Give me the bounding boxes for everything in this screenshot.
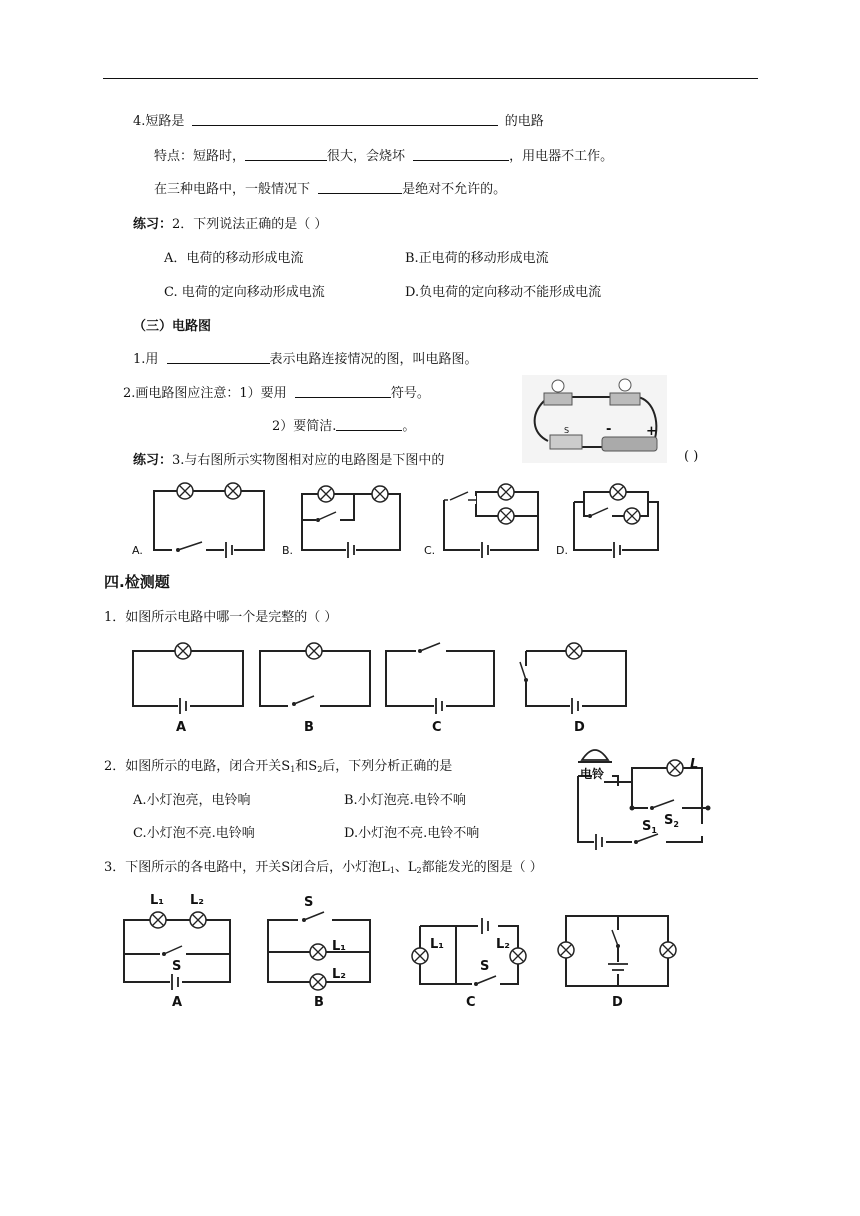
q3-c-label: C <box>466 995 476 1010</box>
text: 2.画电路图应注意：1）要用 <box>123 386 287 401</box>
answer-blank[interactable] <box>192 113 498 126</box>
section-title-circuit-diagram: （三）电路图 <box>133 319 212 334</box>
exercise-2-question <box>133 213 327 232</box>
q1-option-d-label: D <box>574 720 585 735</box>
q3-b-l1: L₁ <box>332 939 346 954</box>
exercise-label: 练习： <box>133 217 173 232</box>
option-d[interactable]: D.负电荷的定向移动不能形成电流 <box>405 285 602 300</box>
text: 4.短路是 <box>133 114 185 129</box>
q3-circuits <box>118 890 688 1015</box>
q1-circuits <box>128 638 628 734</box>
exercise-label: 练习： <box>133 453 173 468</box>
subscript: 2 <box>317 765 323 774</box>
text: 很大，会烧坏 <box>327 149 406 164</box>
text: 都能发光的图是（ ） <box>421 860 543 875</box>
option-b[interactable]: B.正电荷的移动形成电流 <box>405 251 549 266</box>
q2-text <box>104 755 452 774</box>
option-a-label: A. <box>132 544 143 557</box>
text: 表示电路连接情况的图，叫电路图。 <box>269 352 478 367</box>
q2-bell-label: 电铃 <box>580 767 605 781</box>
q3-b-label: B <box>314 995 324 1010</box>
text: 是绝对不允许的。 <box>402 182 507 197</box>
q2-option-d[interactable]: D.小灯泡不亮.电铃不响 <box>344 826 480 841</box>
text: 后，下列分析正确的是 <box>322 759 453 774</box>
answer-parentheses[interactable]: ( ) <box>684 449 699 464</box>
text: 3．下图所示的各电路中，开关S闭合后，小灯泡L <box>104 860 390 875</box>
question-text: 2．下列说法正确的是（ ） <box>172 217 328 232</box>
q3-a-s: S <box>172 959 182 974</box>
q2-lamp-label: L <box>690 757 699 772</box>
q1-option-b-label: B <box>304 720 314 735</box>
q1-option-c-label: C <box>432 720 442 735</box>
question-text: 3.与右图所示实物图相对应的电路图是下图中的 <box>172 453 445 468</box>
q2-s1-label: $S_1$ <box>642 819 657 835</box>
text: 1.用 <box>133 352 159 367</box>
option-b-label: B. <box>282 544 294 557</box>
q3-c-l1: L₁ <box>430 937 444 952</box>
q3-c-l2: L₂ <box>496 937 510 952</box>
q2-s2-label: $S_2$ <box>664 813 679 829</box>
text: 。 <box>402 419 416 434</box>
q2-option-b[interactable]: B.小灯泡亮.电铃不响 <box>344 793 466 808</box>
q2-option-a[interactable]: A.小灯泡亮，电铃响 <box>133 793 251 808</box>
q3-a-l1: L₁ <box>150 893 164 908</box>
q2-circuit-figure <box>572 738 714 846</box>
q1-text: 1．如图所示电路中哪一个是完整的（ ） <box>104 610 338 625</box>
q3-a-l2: L₂ <box>190 893 204 908</box>
text: 在三种电路中，一般情况下 <box>154 182 311 197</box>
photo-minus-label: - <box>606 422 612 437</box>
answer-blank[interactable] <box>413 148 509 161</box>
photo-switch-label: S <box>564 426 570 435</box>
option-c-label: C. <box>424 544 436 557</box>
circuit-diagram-rule-1 <box>123 382 430 401</box>
q3-a-label: A <box>172 995 183 1010</box>
q3-b-s: S <box>304 895 314 910</box>
circuit-diagram-definition <box>133 348 478 367</box>
option-c[interactable]: C. 电荷的定向移动形成电流 <box>164 285 325 300</box>
short-circuit-definition <box>133 110 544 129</box>
q3-c-s: S <box>480 959 490 974</box>
short-circuit-note <box>154 178 506 197</box>
text: 的电路 <box>504 114 544 129</box>
text: 2．如图所示的电路，闭合开关S <box>104 759 291 774</box>
option-a[interactable]: A．电荷的移动形成电流 <box>164 251 304 266</box>
text: 特点：短路时， <box>154 149 246 164</box>
text: 符号。 <box>390 386 430 401</box>
text: 和S <box>295 759 318 774</box>
answer-blank[interactable] <box>336 418 402 431</box>
q3-text <box>104 856 543 875</box>
q3-d-label: D <box>612 995 623 1010</box>
exercise-3-circuits <box>128 476 668 560</box>
physical-circuit-photo <box>522 375 667 463</box>
text: ，用电器不工作。 <box>509 149 614 164</box>
q2-option-c[interactable]: C.小灯泡不亮.电铃响 <box>133 826 255 841</box>
answer-blank[interactable] <box>245 148 327 161</box>
exercise-3-question <box>133 449 444 468</box>
option-d-label: D. <box>556 544 568 557</box>
answer-blank[interactable] <box>167 351 270 364</box>
q3-b-l2: L₂ <box>332 967 346 982</box>
subscript: 1 <box>290 765 296 774</box>
section-title-test: 四.检测题 <box>104 573 170 591</box>
text: 、L <box>394 860 417 875</box>
answer-blank[interactable] <box>295 385 391 398</box>
circuit-diagram-rule-2 <box>272 415 415 434</box>
subscript: 2 <box>416 866 422 875</box>
answer-blank[interactable] <box>318 181 402 194</box>
text: 2）要简洁. <box>272 419 337 434</box>
photo-plus-label: + <box>646 424 657 439</box>
short-circuit-features <box>154 145 613 164</box>
subscript: 1 <box>389 866 395 875</box>
header-rule <box>103 78 758 79</box>
q1-option-a-label: A <box>176 720 187 735</box>
